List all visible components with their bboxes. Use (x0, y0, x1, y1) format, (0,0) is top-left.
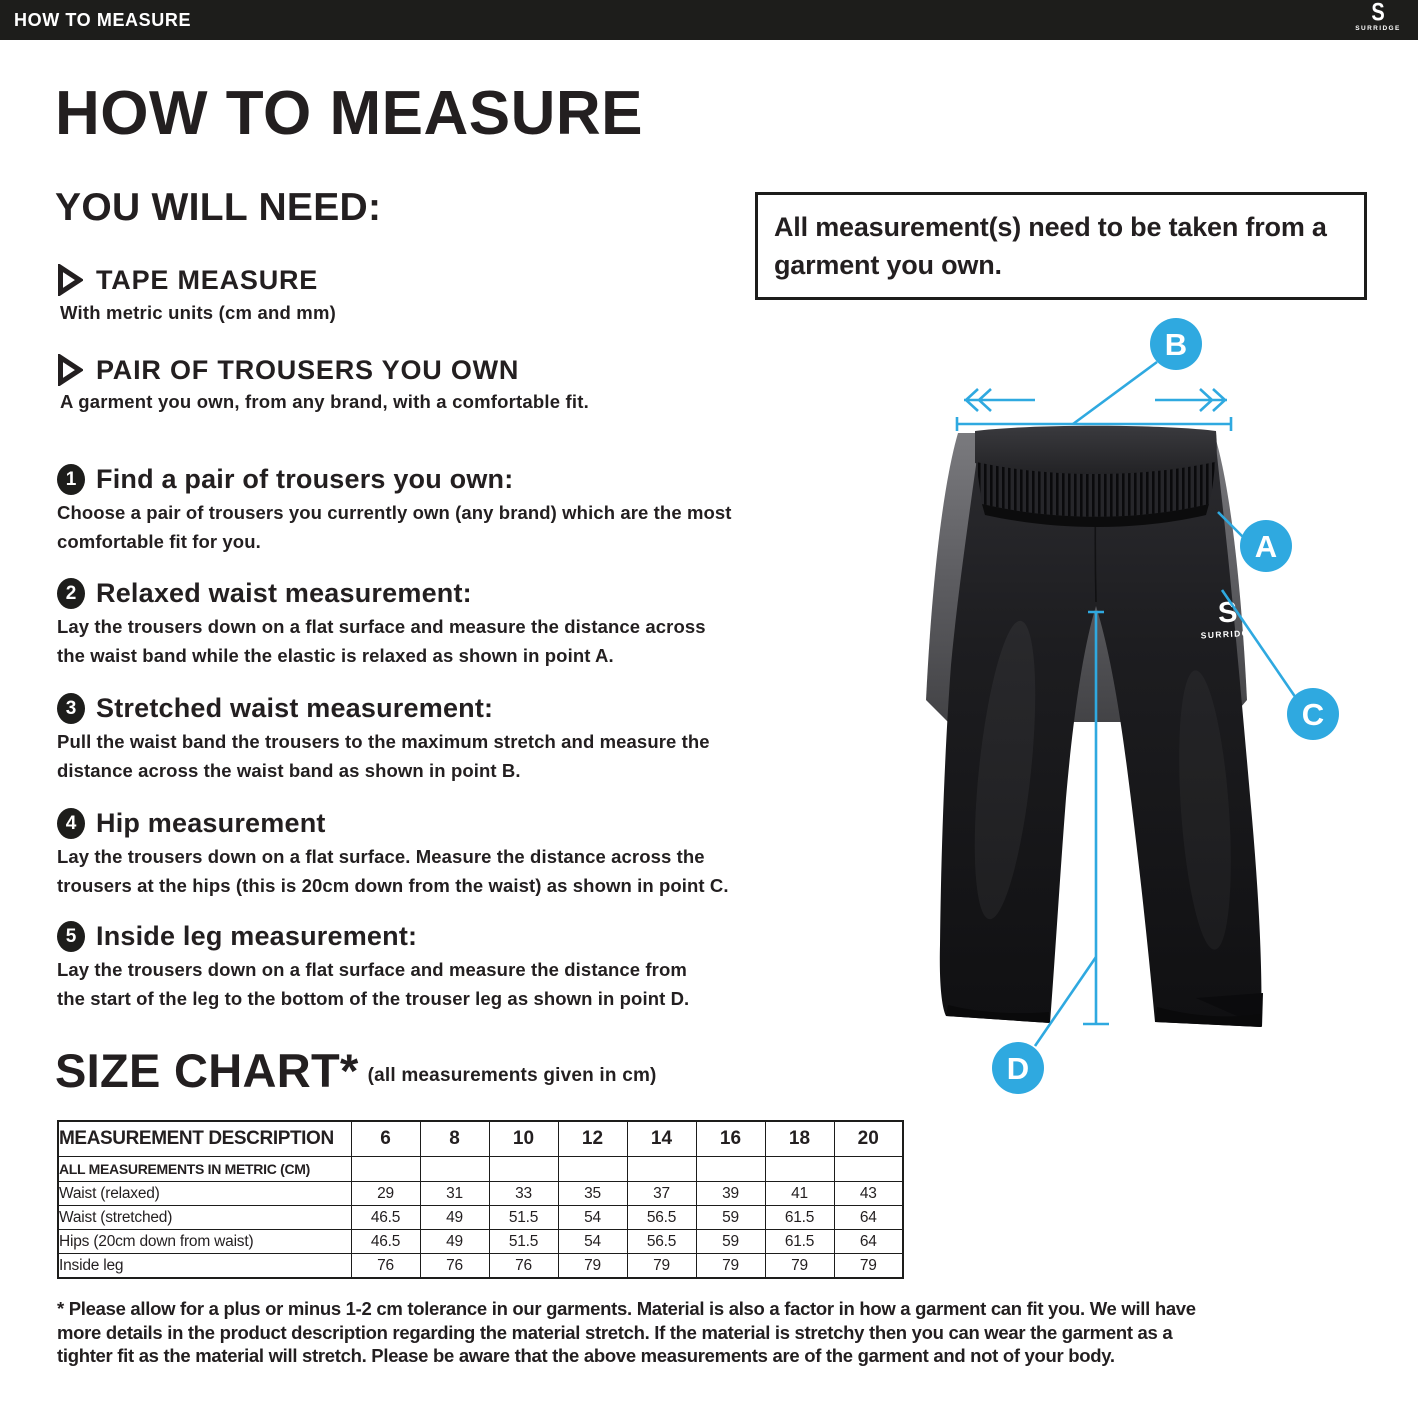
value-cell: 64 (834, 1206, 903, 1230)
value-cell: 56.5 (627, 1230, 696, 1254)
step-number-badge: 5 (57, 921, 85, 952)
value-cell: 39 (696, 1182, 765, 1206)
need-desc: A garment you own, from any brand, with a comfortable fit. (60, 391, 589, 412)
need-item-tape-measure (57, 264, 318, 296)
value-cell: 76 (420, 1254, 489, 1279)
column-header-size: 14 (627, 1121, 696, 1157)
empty-cell (558, 1157, 627, 1182)
step-title: Stretched waist measurement: (96, 693, 494, 723)
value-cell: 61.5 (765, 1206, 834, 1230)
step-desc-line: Lay the trousers down on a flat surface and measure the distance from (57, 959, 687, 980)
value-cell: 33 (489, 1182, 558, 1206)
column-header-size: 8 (420, 1121, 489, 1157)
garment-logo-s-icon: S (1217, 596, 1239, 630)
column-header-size: 12 (558, 1121, 627, 1157)
marker-b-leader-line (1073, 362, 1157, 424)
stretch-arrow-left (964, 389, 1035, 411)
value-cell: 51.5 (489, 1206, 558, 1230)
value-cell: 49 (420, 1230, 489, 1254)
step-4-heading (57, 808, 326, 839)
tolerance-footnote (57, 1297, 1196, 1368)
you-will-need-heading: YOU WILL NEED: (55, 186, 382, 229)
step-2-description (57, 612, 706, 670)
step-title: Hip measurement (96, 808, 326, 838)
step-desc-line: the waist band while the elastic is relaxed as shown in point A. (57, 645, 614, 666)
column-header-size: 20 (834, 1121, 903, 1157)
step-title: Find a pair of trousers you own: (96, 464, 514, 494)
empty-cell (834, 1157, 903, 1182)
measurement-note-box (755, 192, 1367, 300)
step-1-heading (57, 464, 513, 495)
value-cell: 54 (558, 1230, 627, 1254)
value-cell: 29 (351, 1182, 420, 1206)
value-cell: 37 (627, 1182, 696, 1206)
step-desc-line: trousers at the hips (this is 20cm down from the waist) as shown in point C. (57, 875, 729, 896)
value-cell: 64 (834, 1230, 903, 1254)
value-cell: 43 (834, 1182, 903, 1206)
value-cell: 79 (834, 1254, 903, 1279)
top-bar-title: HOW TO MEASURE (14, 10, 192, 30)
step-2-heading (57, 578, 472, 609)
surridge-logo (1348, 2, 1408, 32)
marker-a-label: A (1254, 529, 1278, 564)
empty-cell (420, 1157, 489, 1182)
footnote-line: tighter fit as the material will stretch. Please be aware that the above measurements are of the garment and not of your body. (57, 1345, 1115, 1367)
empty-cell (351, 1157, 420, 1182)
marker-d-label: D (1006, 1051, 1030, 1086)
stretch-arrow-right (1155, 389, 1227, 411)
value-cell: 59 (696, 1230, 765, 1254)
surridge-wordmark: SURRIDGE (1355, 25, 1401, 32)
trousers-illustration (926, 426, 1263, 1027)
step-5-heading (57, 921, 417, 952)
value-cell: 31 (420, 1182, 489, 1206)
step-5-description (57, 955, 689, 1013)
value-cell: 51.5 (489, 1230, 558, 1254)
need-title: TAPE MEASURE (96, 264, 319, 295)
metric-note-row (58, 1157, 903, 1182)
value-cell: 56.5 (627, 1206, 696, 1230)
garment-logo-wordmark: SURRIDGE (1200, 627, 1257, 641)
value-cell: 76 (489, 1254, 558, 1279)
value-cell: 41 (765, 1182, 834, 1206)
size-chart-table (57, 1120, 904, 1279)
table-header-row (58, 1121, 903, 1157)
value-cell: 46.5 (351, 1206, 420, 1230)
column-header-description: MEASUREMENT DESCRIPTION (58, 1121, 351, 1157)
step-4-description (57, 842, 729, 900)
row-label: Inside leg (58, 1254, 351, 1279)
step-desc-line: Pull the waist band the trousers to the maximum stretch and measure the (57, 731, 710, 752)
empty-cell (489, 1157, 558, 1182)
empty-cell (627, 1157, 696, 1182)
waistband (975, 426, 1217, 475)
empty-cell (696, 1157, 765, 1182)
value-cell: 76 (351, 1254, 420, 1279)
step-title: Relaxed waist measurement: (96, 578, 472, 608)
need-item-trousers (57, 354, 519, 386)
row-label: Waist (relaxed) (58, 1182, 351, 1206)
value-cell: 54 (558, 1206, 627, 1230)
step-number-badge: 2 (57, 578, 85, 609)
row-label: Hips (20cm down from waist) (58, 1230, 351, 1254)
table-row-waist-stretched (58, 1206, 903, 1230)
step-number-badge: 3 (57, 693, 85, 724)
empty-cell (765, 1157, 834, 1182)
value-cell: 46.5 (351, 1230, 420, 1254)
column-header-size: 10 (489, 1121, 558, 1157)
size-chart-title (55, 1043, 657, 1098)
footnote-line: more details in the product description regarding the material stretch. If the material is stretchy then you can wear the garment as a (57, 1321, 1173, 1343)
play-triangle-icon (57, 264, 83, 296)
step-title: Inside leg measurement: (96, 921, 418, 951)
value-cell: 79 (558, 1254, 627, 1279)
value-cell: 59 (696, 1206, 765, 1230)
surridge-s-icon: S (1371, 0, 1385, 27)
step-desc-line: Lay the trousers down on a flat surface and measure the distance across (57, 616, 706, 637)
table-row-waist-relaxed (58, 1182, 903, 1206)
note-line: All measurement(s) need to be taken from a (774, 212, 1327, 242)
need-desc: With metric units (cm and mm) (60, 302, 336, 323)
value-cell: 79 (627, 1254, 696, 1279)
need-title: PAIR OF TROUSERS YOU OWN (96, 354, 520, 385)
value-cell: 35 (558, 1182, 627, 1206)
step-desc-line: Choose a pair of trousers you currently own (any brand) which are the most (57, 502, 732, 523)
marker-b-label: B (1164, 327, 1188, 362)
step-number-badge: 1 (57, 464, 85, 495)
metric-note: ALL MEASUREMENTS IN METRIC (CM) (58, 1157, 351, 1182)
garment-diagram (920, 300, 1418, 1120)
step-3-heading (57, 693, 493, 724)
step-1-description (57, 498, 732, 556)
step-desc-line: distance across the waist band as shown in point B. (57, 760, 521, 781)
step-desc-line: Lay the trousers down on a flat surface. Measure the distance across the (57, 846, 705, 867)
value-cell: 61.5 (765, 1230, 834, 1254)
column-header-size: 16 (696, 1121, 765, 1157)
footnote-line: * Please allow for a plus or minus 1-2 cm tolerance in our garments. Material is also a factor in how a garment can fit you. We will have (57, 1298, 1196, 1319)
play-triangle-icon (57, 354, 83, 386)
note-line: garment you own. (774, 250, 1002, 280)
top-bar (0, 0, 1418, 40)
row-label: Waist (stretched) (58, 1206, 351, 1230)
step-3-description (57, 727, 710, 785)
step-desc-line: comfortable fit for you. (57, 531, 261, 552)
table-row-hips (58, 1230, 903, 1254)
table-row-inside-leg (58, 1254, 903, 1279)
page-title: HOW TO MEASURE (55, 79, 643, 148)
step-desc-line: the start of the leg to the bottom of the trouser leg as shown in point D. (57, 988, 690, 1009)
value-cell: 49 (420, 1206, 489, 1230)
size-chart-subtitle: (all measurements given in cm) (367, 1065, 657, 1086)
column-header-size: 18 (765, 1121, 834, 1157)
step-number-badge: 4 (57, 808, 85, 839)
column-header-size: 6 (351, 1121, 420, 1157)
marker-c-label: C (1301, 697, 1325, 732)
value-cell: 79 (696, 1254, 765, 1279)
value-cell: 79 (765, 1254, 834, 1279)
size-chart-title-text: SIZE CHART* (55, 1044, 359, 1097)
